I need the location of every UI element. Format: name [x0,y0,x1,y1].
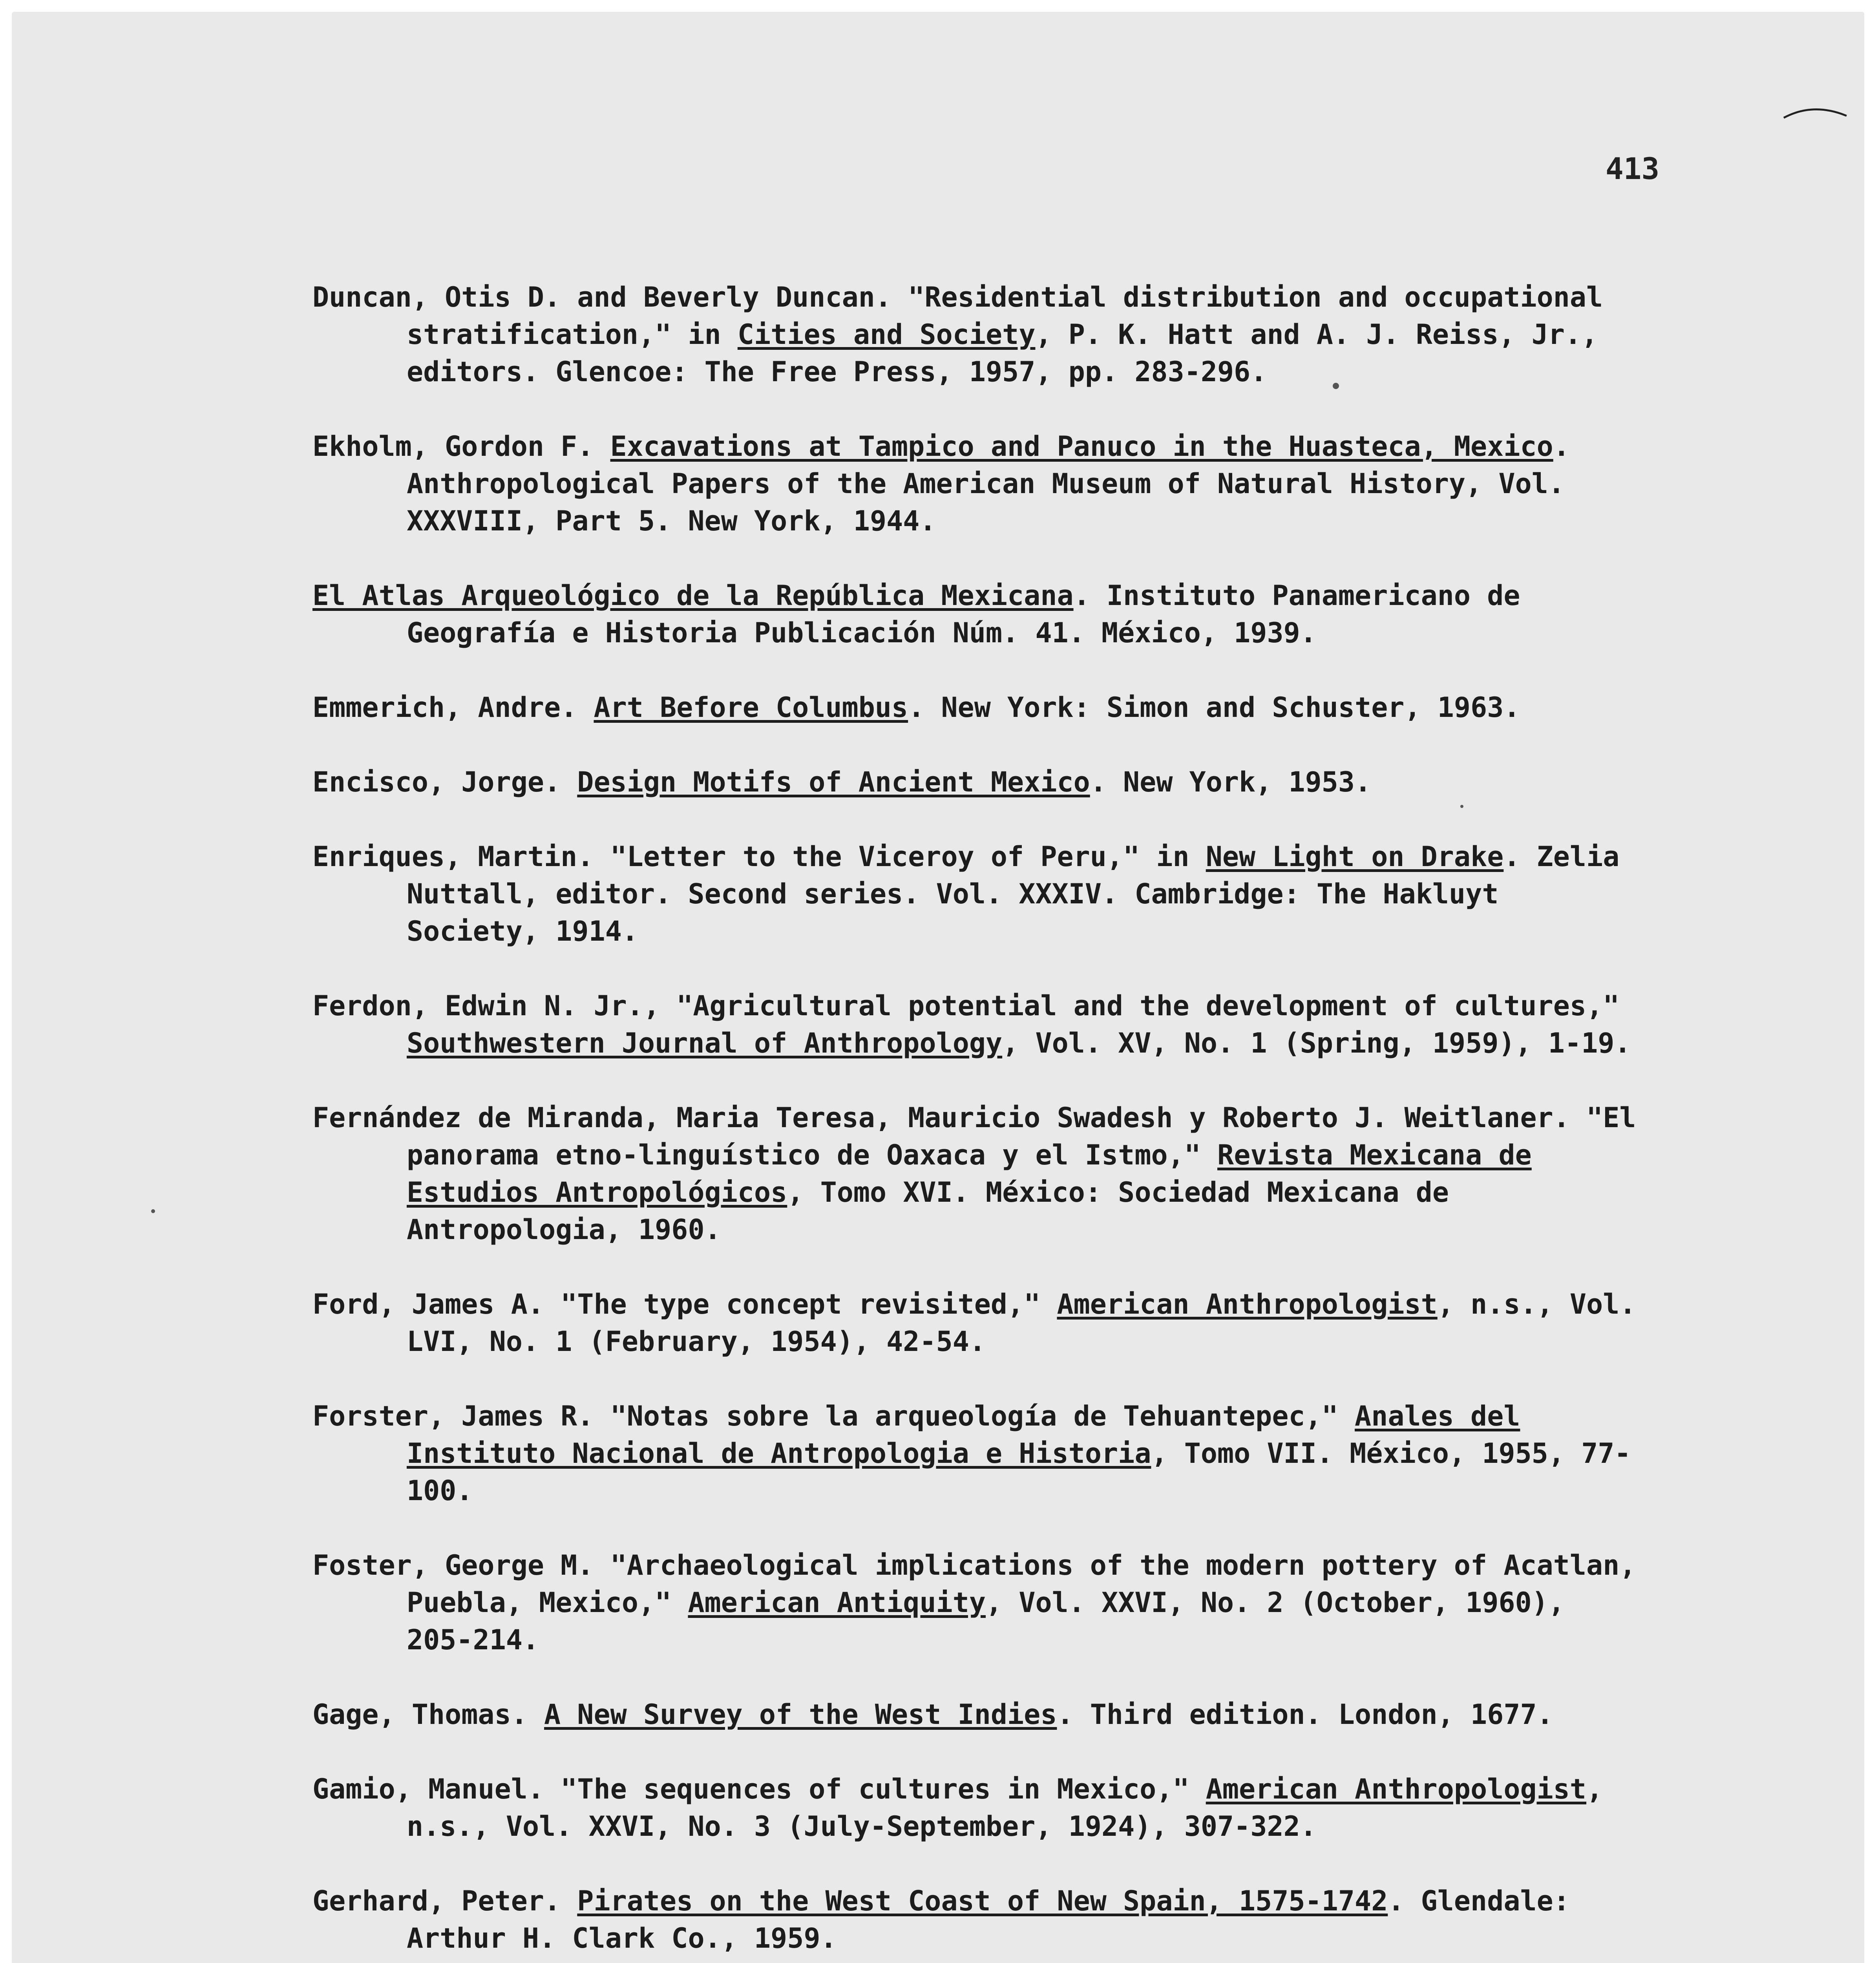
entry-title: Design Motifs of Ancient Mexico [577,766,1090,798]
entry-title: New Light on Drake [1206,841,1504,873]
bibliography-entry [312,1099,1647,1248]
bibliography-entry [312,1286,1647,1360]
corner-pen-mark [1782,106,1849,122]
entry-text: . Anthropological Papers of the American Museum of Natural History, Vol. XXXVIII, Part 5. New York, 1944. [407,430,1570,537]
entry-title: Cities and Society [737,318,1036,351]
bibliography-entry [312,279,1647,391]
bibliography-list [312,251,1647,1963]
entry-text: , n.s., Vol. XXVI, No. 3 (July-September, 1924), 307-322. [407,1773,1603,1842]
scan-speck [1460,805,1463,808]
entry-text: Ferdon, Edwin N. Jr., "Agricultural potential and the development of cultures," [312,990,1620,1022]
bibliography-entry [312,1883,1647,1957]
entry-text: Ford, James A. "The type concept revisited," [312,1288,1057,1320]
bibliography-entry [312,1771,1647,1845]
bibliography-entry [312,1547,1647,1659]
bibliography-entry [312,428,1647,540]
entry-text: . Glendale: Arthur H. Clark Co., 1959. [407,1885,1570,1954]
entry-text: Emmerich, Andre. [312,691,594,724]
entry-text: , Tomo VII. México, 1955, 77-100. [407,1437,1631,1507]
bibliography-entry [312,838,1647,950]
entry-title: American Anthropologist [1206,1773,1587,1805]
entry-text: Fernández de Miranda, Maria Teresa, Mauricio Swadesh y Roberto J. Weitlaner. "El panorama etno-linguístico de Oaxaca y el Istmo," [312,1102,1636,1171]
entry-text: . Zelia Nuttall, editor. Second series. Vol. XXXIV. Cambridge: The Hakluyt Society, 1914. [407,841,1620,947]
entry-text: . New York: Simon and Schuster, 1963. [908,691,1520,724]
entry-text: Encisco, Jorge. [312,766,577,798]
entry-title: Anales del Instituto Nacional de Antropologia e Historia [407,1400,1520,1470]
bibliography-entry [312,1696,1647,1733]
entry-text: Gage, Thomas. [312,1698,544,1731]
document-sheet [12,12,1864,1963]
entry-title: Revista Mexicana de Estudios Antropológicos [407,1139,1532,1208]
scan-speck [1333,383,1339,389]
entry-text: , n.s., Vol. LVI, No. 1 (February, 1954), 42-54. [407,1288,1636,1358]
bibliography-entry [312,577,1647,652]
entry-text: Gamio, Manuel. "The sequences of cultures in Mexico," [312,1773,1206,1805]
bibliography-entry [312,987,1647,1062]
entry-title: Art Before Columbus [594,691,908,724]
entry-title: Excavations at Tampico and Panuco in the Huasteca, Mexico [610,430,1553,462]
entry-text: Foster, George M. "Archaeological implications of the modern pottery of Acatlan, Puebla, Mexico," [312,1549,1636,1619]
entry-title: American Antiquity [688,1586,986,1619]
entry-text: , P. K. Hatt and A. J. Reiss, Jr., editors. Glencoe: The Free Press, 1957, pp. 283-296. [407,318,1598,388]
entry-text: . Instituto Panamericano de Geografía e Historia Publicación Núm. 41. México, 1939. [407,579,1520,649]
entry-text: . New York, 1953. [1090,766,1372,798]
entry-text: . Third edition. London, 1677. [1057,1698,1553,1731]
entry-title: American Anthropologist [1057,1288,1438,1320]
scan-speck [151,1209,155,1213]
entry-text: Gerhard, Peter. [312,1885,577,1917]
entry-title: Pirates on the West Coast of New Spain, 1575-1742 [577,1885,1388,1917]
entry-text: Ekholm, Gordon F. [312,430,610,462]
entry-title: Southwestern Journal of Anthropology [407,1027,1003,1059]
entry-text: , Vol. XXVI, No. 2 (October, 1960), 205-214. [407,1586,1565,1656]
bibliography-entry [312,689,1647,726]
entry-text: , Tomo XVI. México: Sociedad Mexicana de Antropologia, 1960. [407,1176,1449,1246]
entry-title: El Atlas Arqueológico de la República Mexicana [312,579,1074,612]
entry-text: Enriques, Martin. "Letter to the Viceroy of Peru," in [312,841,1206,873]
bibliography-entry [312,764,1647,801]
entry-text: Duncan, Otis D. and Beverly Duncan. "Residential distribution and occupational stratification," in [312,281,1603,351]
entry-title: A New Survey of the West Indies [544,1698,1057,1731]
page-number: 413 [1606,151,1660,186]
entry-text: , Vol. XV, No. 1 (Spring, 1959), 1-19. [1002,1027,1631,1059]
entry-text: Forster, James R. "Notas sobre la arqueología de Tehuantepec," [312,1400,1355,1432]
bibliography-entry [312,1398,1647,1510]
